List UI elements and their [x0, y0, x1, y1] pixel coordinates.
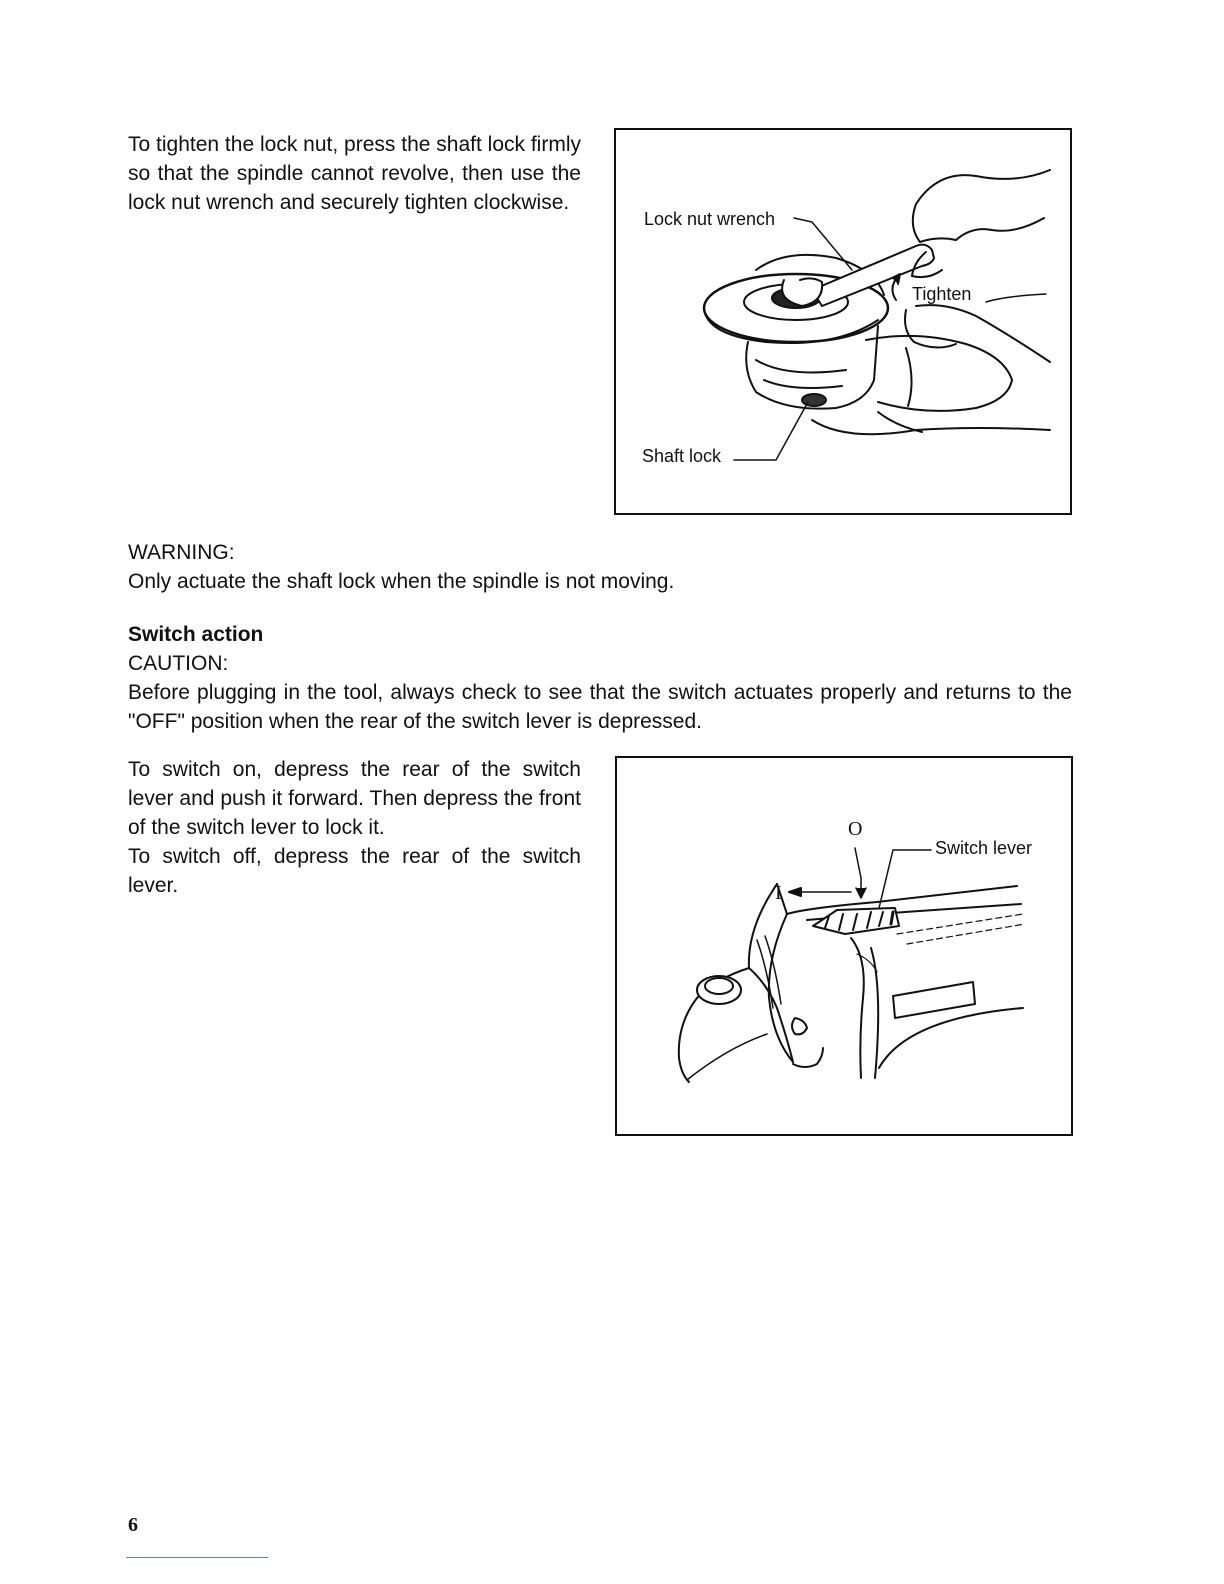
caution-heading: CAUTION: [128, 652, 229, 675]
caution-body: Before plugging in the tool, always check to see that the switch actuates properly and returns to the "OFF" position when the rear of the switch lever is depressed. [128, 681, 1072, 733]
lock-nut-figure [614, 128, 1072, 515]
lock-nut-wrench-label: Lock nut wrench [644, 209, 776, 229]
switch-lever-illustration [617, 758, 1071, 1134]
page-number: 6 [128, 1514, 138, 1536]
switch-action-heading: Switch action [128, 623, 264, 646]
warning-heading: WARNING: [128, 541, 235, 564]
off-symbol-label: O [848, 818, 863, 840]
switch-off-instruction: To switch off, depress the rear of the switch lever. [128, 845, 581, 897]
shaft-lock-label: Shaft lock [642, 446, 722, 466]
on-symbol-label: I [775, 882, 782, 904]
switch-on-instruction: To switch on, depress the rear of the switch lever and push it forward. Then depress the front of the switch lever to lock it. [128, 758, 581, 839]
tighten-label: Tighten [912, 284, 972, 304]
warning-body: Only actuate the shaft lock when the spindle is not moving. [128, 570, 675, 593]
footer-rule [126, 1557, 268, 1558]
switch-lever-label: Switch lever [935, 838, 1033, 858]
switch-instructions [128, 755, 581, 900]
lock-nut-instructions: To tighten the lock nut, press the shaft lock firmly so that the spindle cannot revolve, then use the lock nut wrench and securely tighten clockwise. [128, 133, 581, 214]
switch-lever-figure [615, 756, 1073, 1136]
